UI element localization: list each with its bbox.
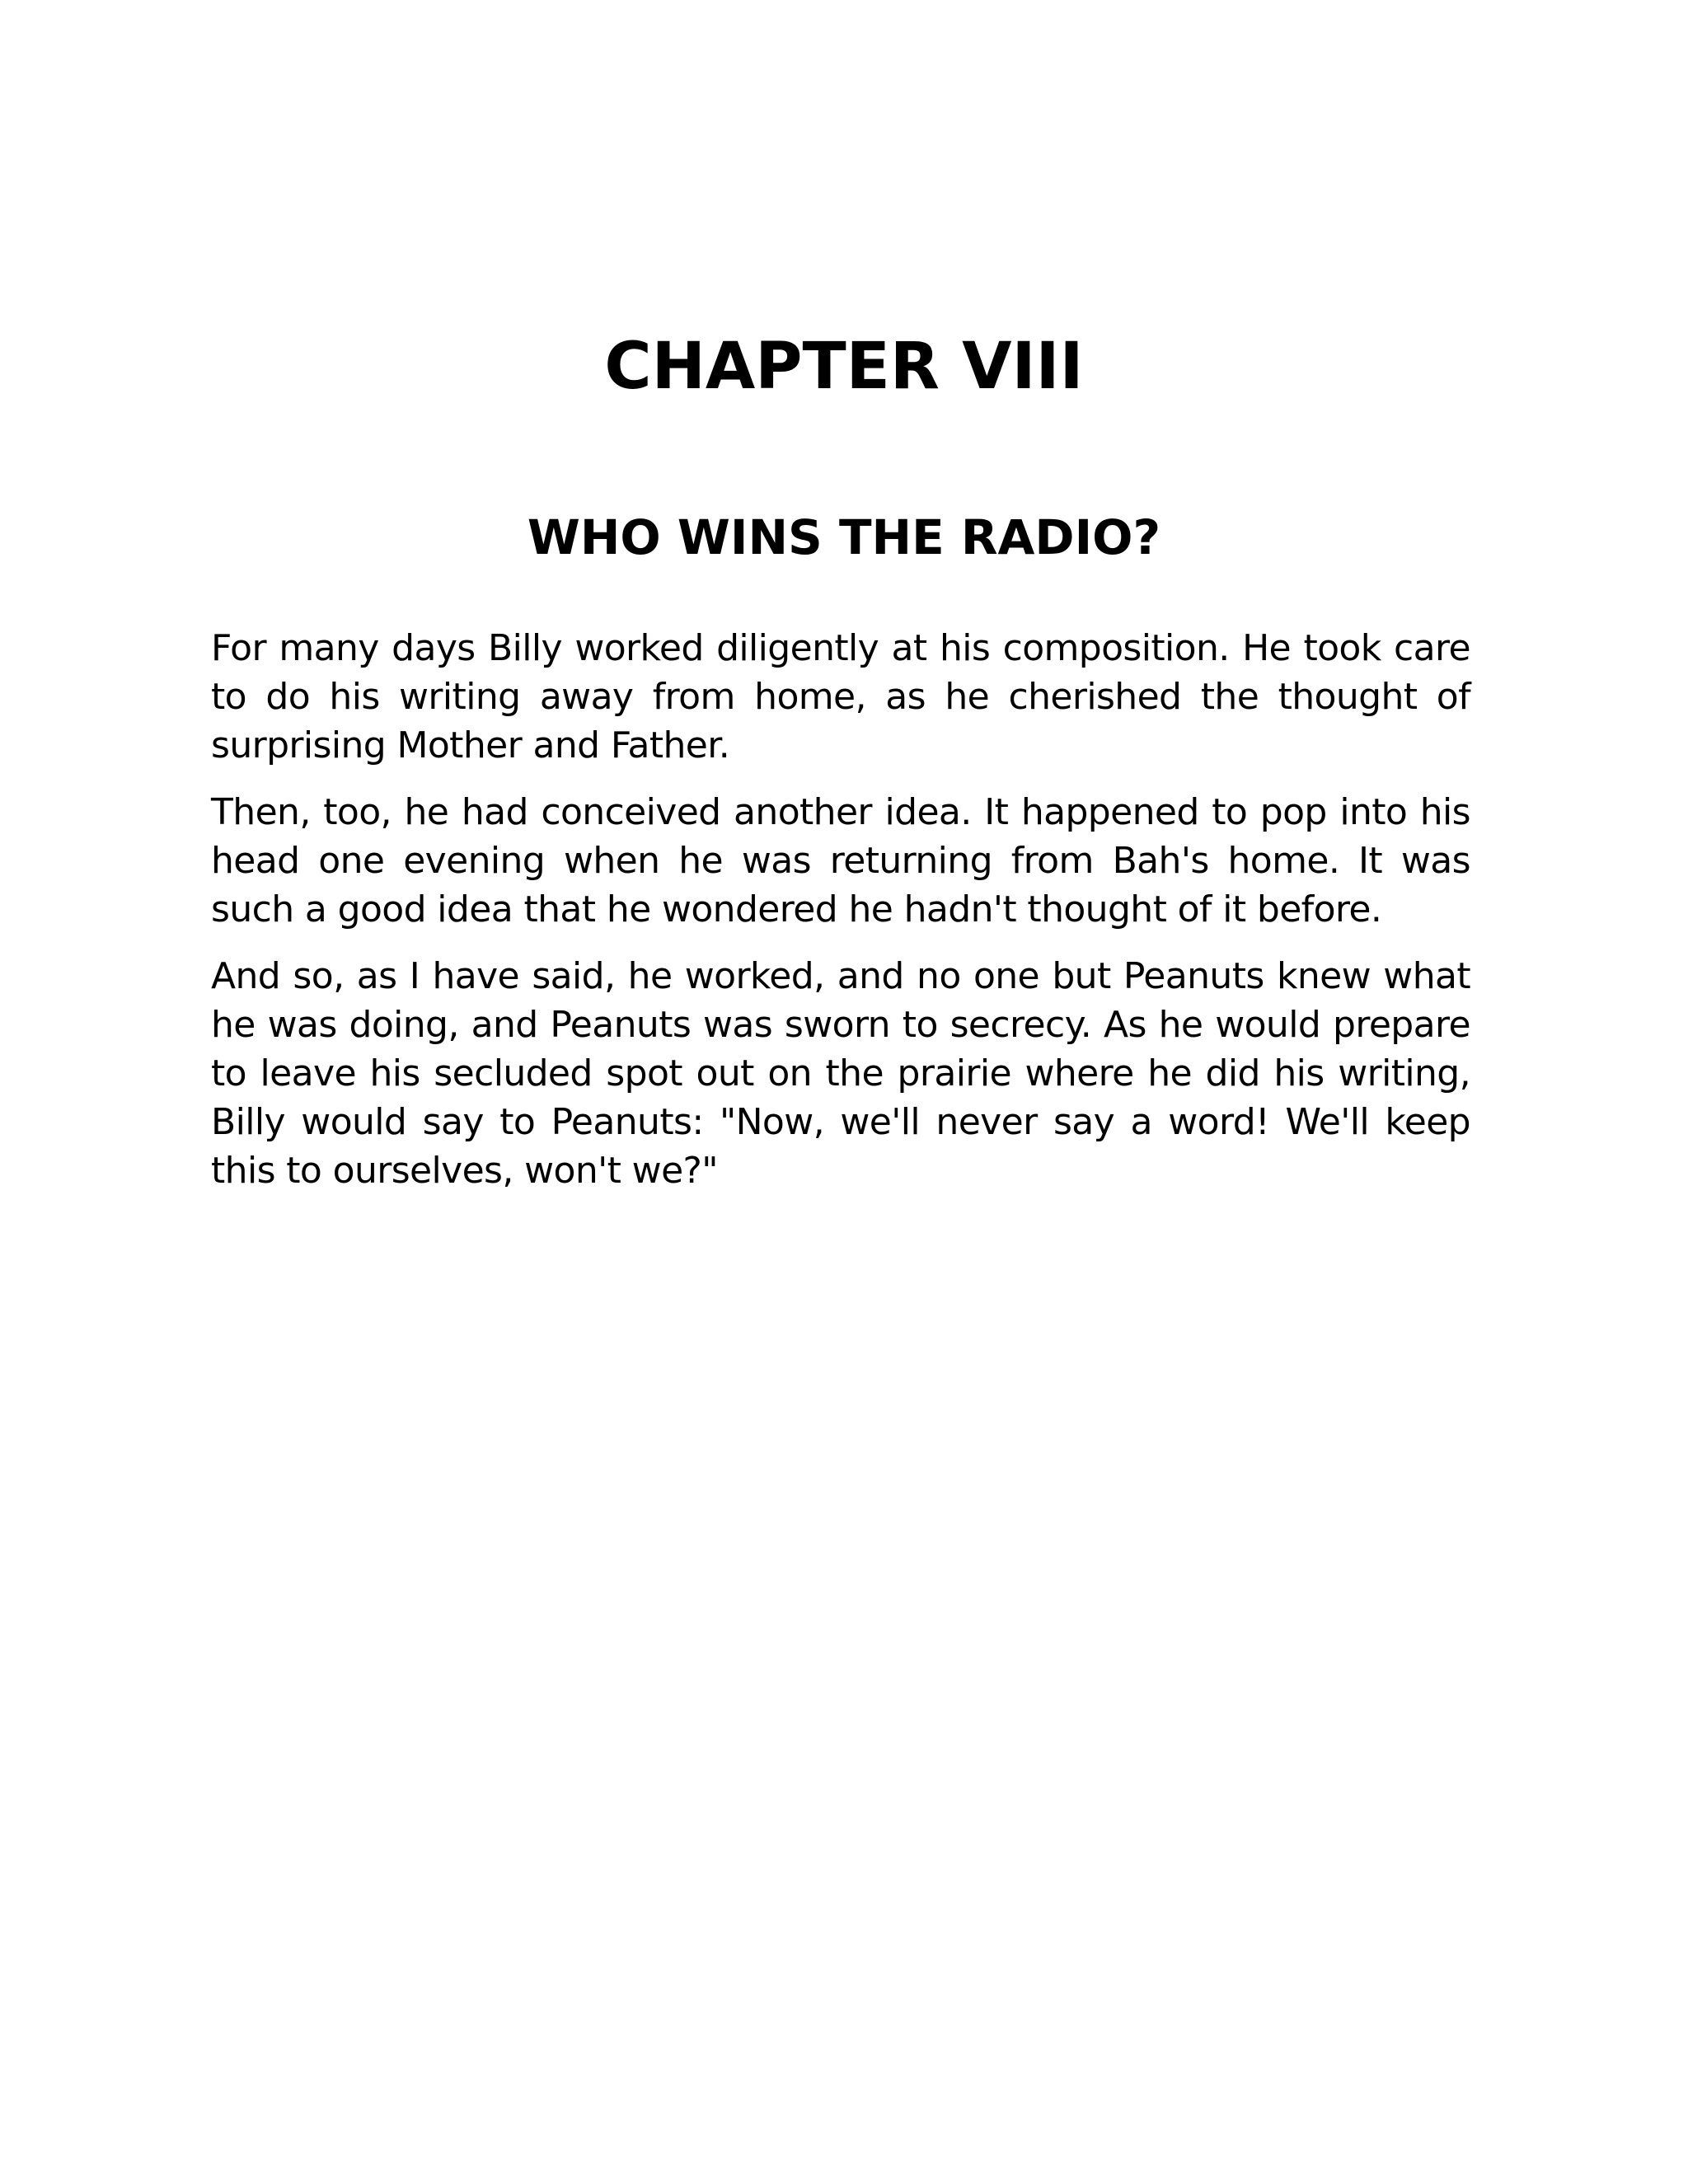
body-paragraph-1: For many days Billy worked diligently at his composition. He took care to do his writing away from home, as he cherished the thought of surprising Mother and Father. (211, 627, 1470, 766)
chapter-body (211, 624, 1470, 1213)
chapter-title-heading: WHO WINS THE RADIO? (527, 509, 1161, 565)
body-paragraph-2: Then, too, he had conceived another idea. It happened to pop into his head one evening when he was returning from Bah's home. It was such a good idea that he wondered he hadn't thought of it before. (211, 791, 1470, 930)
chapter-number-heading: CHAPTER VIII (604, 330, 1084, 404)
body-paragraph-3: And so, as I have said, he worked, and no one but Peanuts knew what he was doing, and Peanuts was sworn to secrecy. As he would prepare to leave his secluded spot out on the prairie where he did his writing, Billy would say to Peanuts: "Now, we'll never say a word! We'll keep this to ourselves, won't we?" (211, 955, 1470, 1192)
